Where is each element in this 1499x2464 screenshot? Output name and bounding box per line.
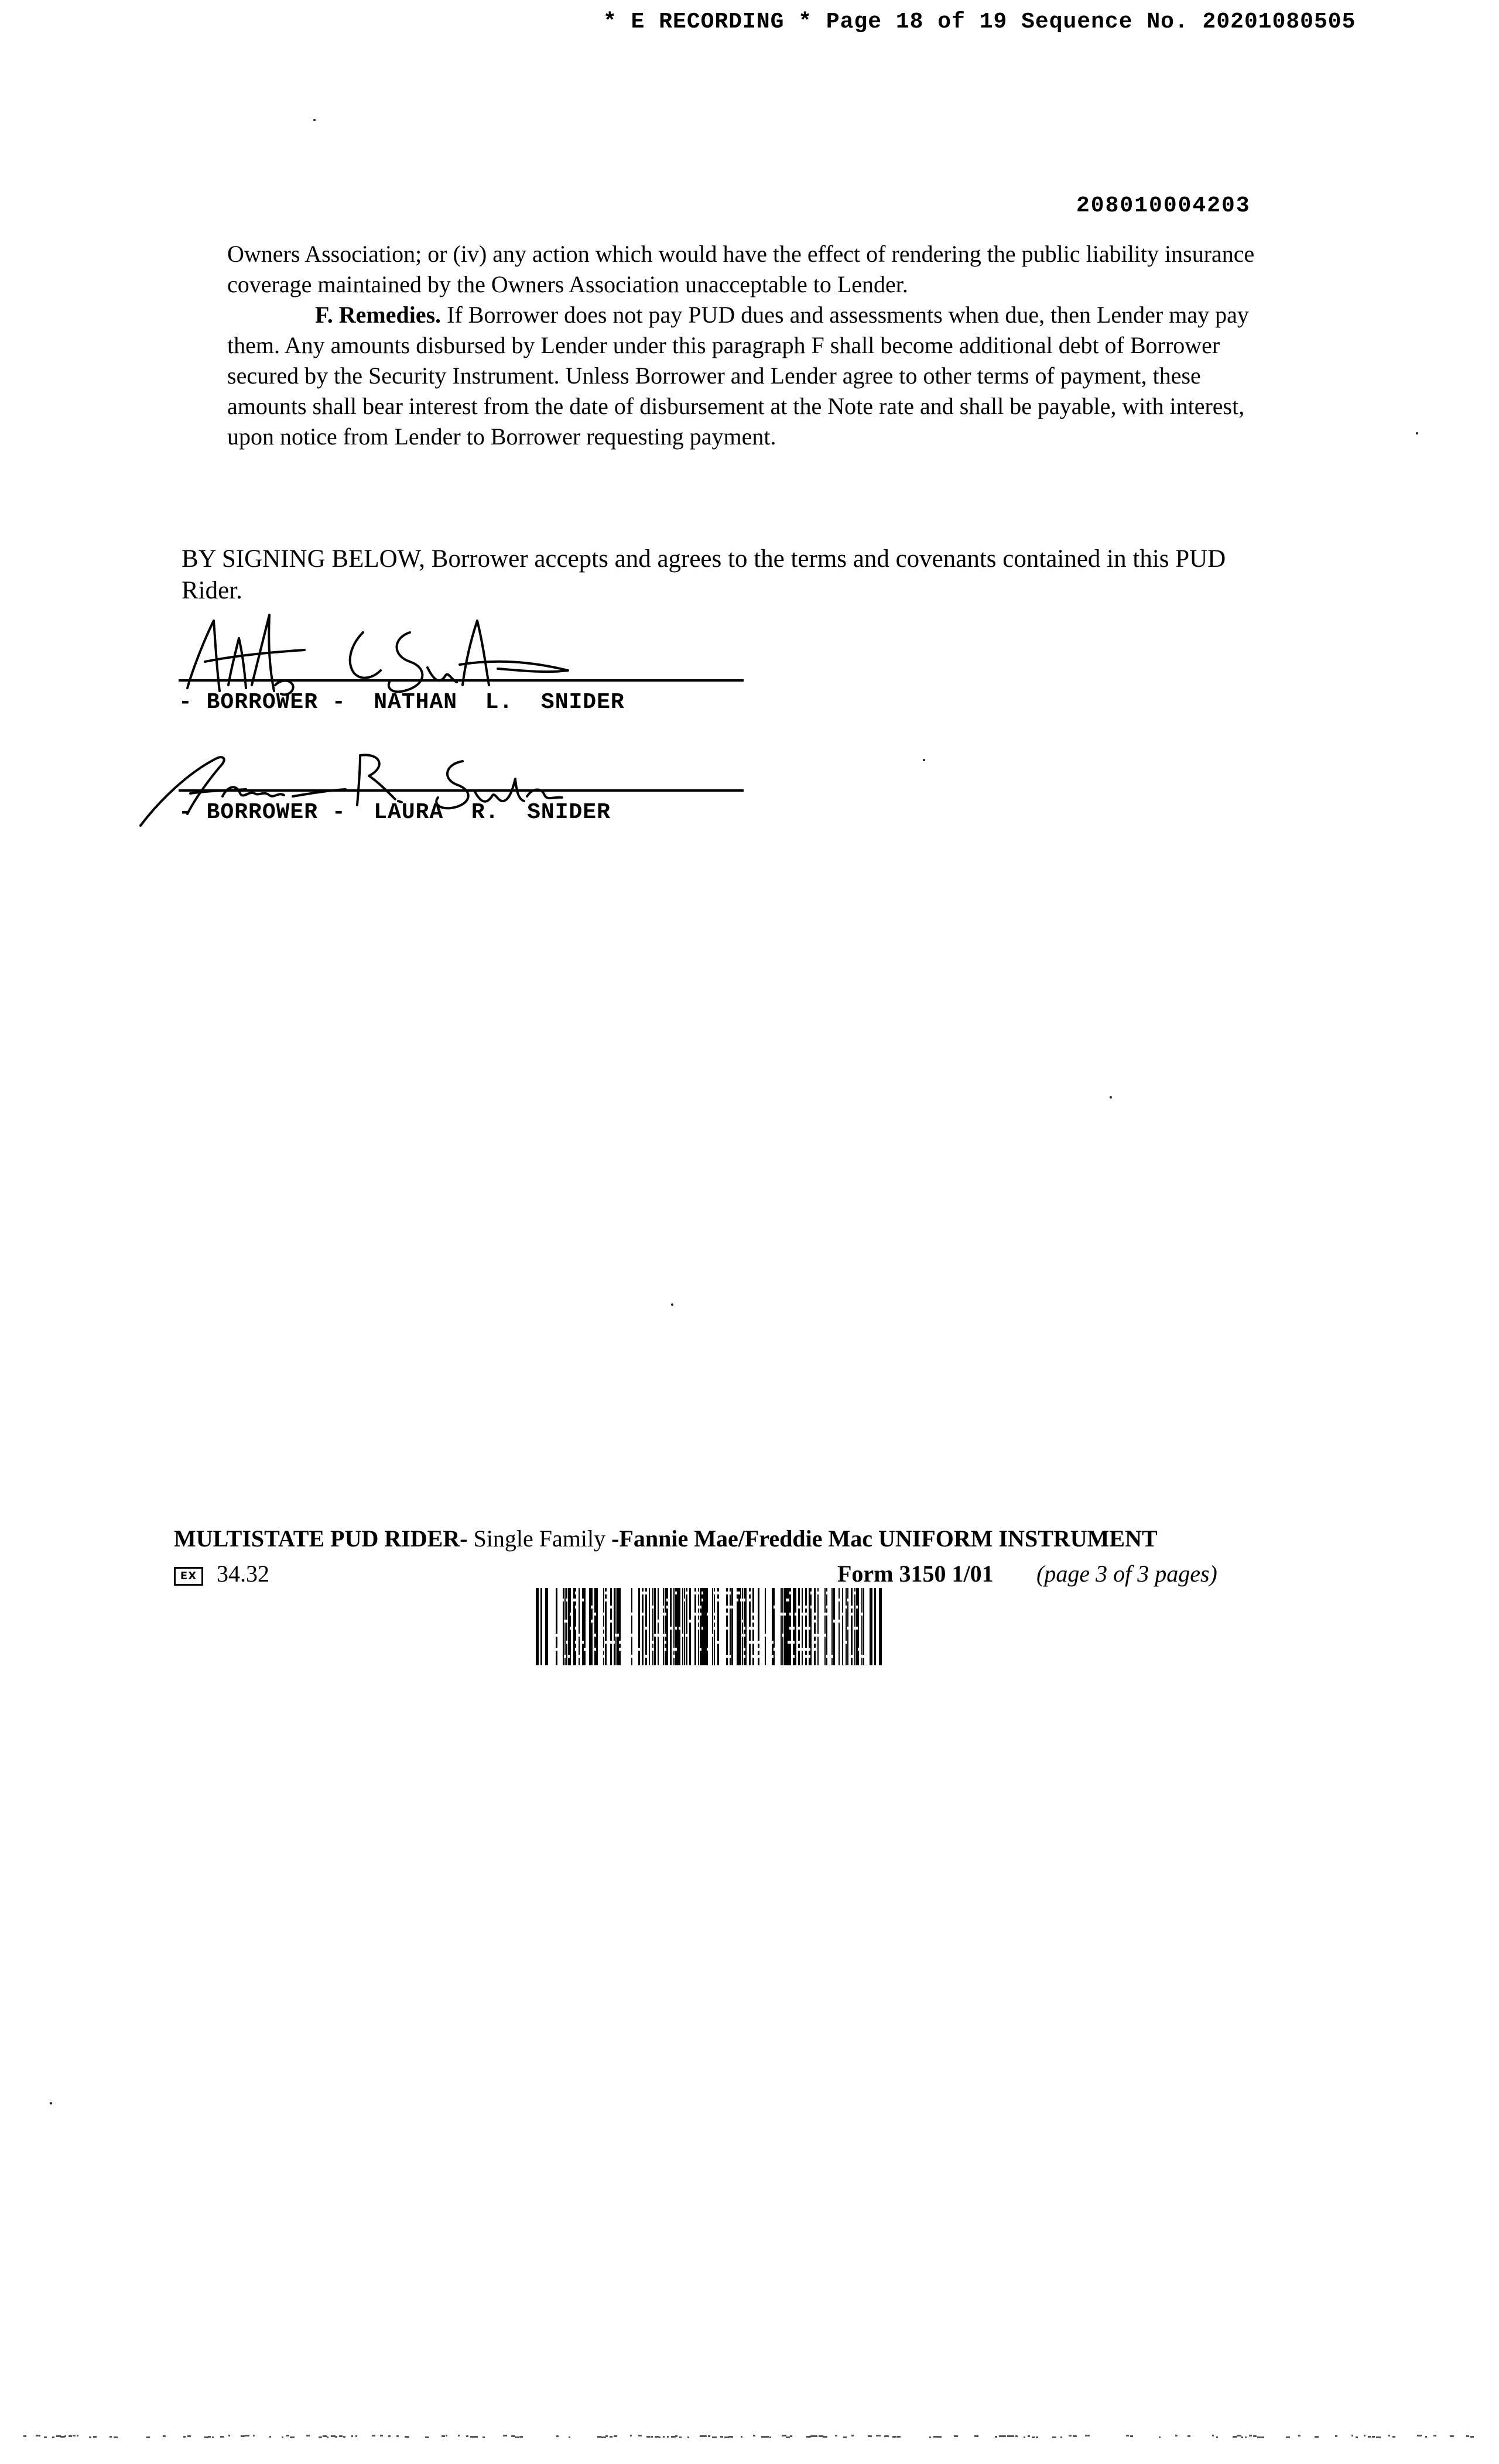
signature-line-1 <box>179 679 744 682</box>
footer-title-part-1: MULTISTATE PUD RIDER- <box>174 1525 468 1552</box>
footer-page-number: (page 3 of 3 pages) <box>1036 1560 1217 1587</box>
scan-speck <box>1416 432 1418 434</box>
barcode-icon <box>536 1588 887 1665</box>
footer-form-number: Form 3150 1/01 <box>837 1560 994 1587</box>
paragraph-owners-association: Owners Association; or (iv) any action which would have the effect of rendering the public liability insurance coverage maintained by the Owners Association unacceptable to Lender. <box>227 241 1255 297</box>
scan-speck <box>671 1303 673 1306</box>
ellie-mae-logo-icon: EX <box>174 1567 203 1586</box>
scan-speck <box>1110 1096 1112 1098</box>
scan-speck <box>50 2102 52 2104</box>
remedies-text: If Borrower does not pay PUD dues and assessments when due, then Lender may pay them. Any amounts disbursed by Lender under this paragraph F shall become additional debt of Borrower secured by the Security Instrument. Unless Borrower and Lender agree to other terms of payment, these amounts shall bear interest from the date of disbursement at the Note rate and shall be payable, with interest, upon notice from Lender to Borrower requesting payment. <box>227 302 1249 450</box>
footer-title-part-2: Single Family <box>467 1525 612 1552</box>
footer-code: 34.32 <box>217 1560 269 1587</box>
signature-label-nathan: - BORROWER - NATHAN L. SNIDER <box>179 690 625 715</box>
footer-title-part-3: -Fannie Mae/Freddie Mac UNIFORM INSTRUMENT <box>611 1525 1158 1552</box>
remedies-heading: F. Remedies. <box>315 302 442 328</box>
recording-header: * E RECORDING * Page 18 of 19 Sequence No. 20201080505 <box>603 9 1356 35</box>
scan-speck <box>313 119 316 121</box>
signature-line-2 <box>179 789 744 792</box>
scan-speck <box>923 759 925 761</box>
paragraph-remedies <box>227 300 1258 452</box>
signature-label-laura: - BORROWER - LAURA R. SNIDER <box>179 800 611 825</box>
signing-statement: BY SIGNING BELOW, Borrower accepts and agrees to the terms and covenants contained in this PUD Rider. <box>182 545 1226 604</box>
loan-number: 208010004203 <box>1076 193 1251 218</box>
footer-form-title <box>174 1525 1158 1552</box>
scan-noise <box>23 2434 1476 2439</box>
